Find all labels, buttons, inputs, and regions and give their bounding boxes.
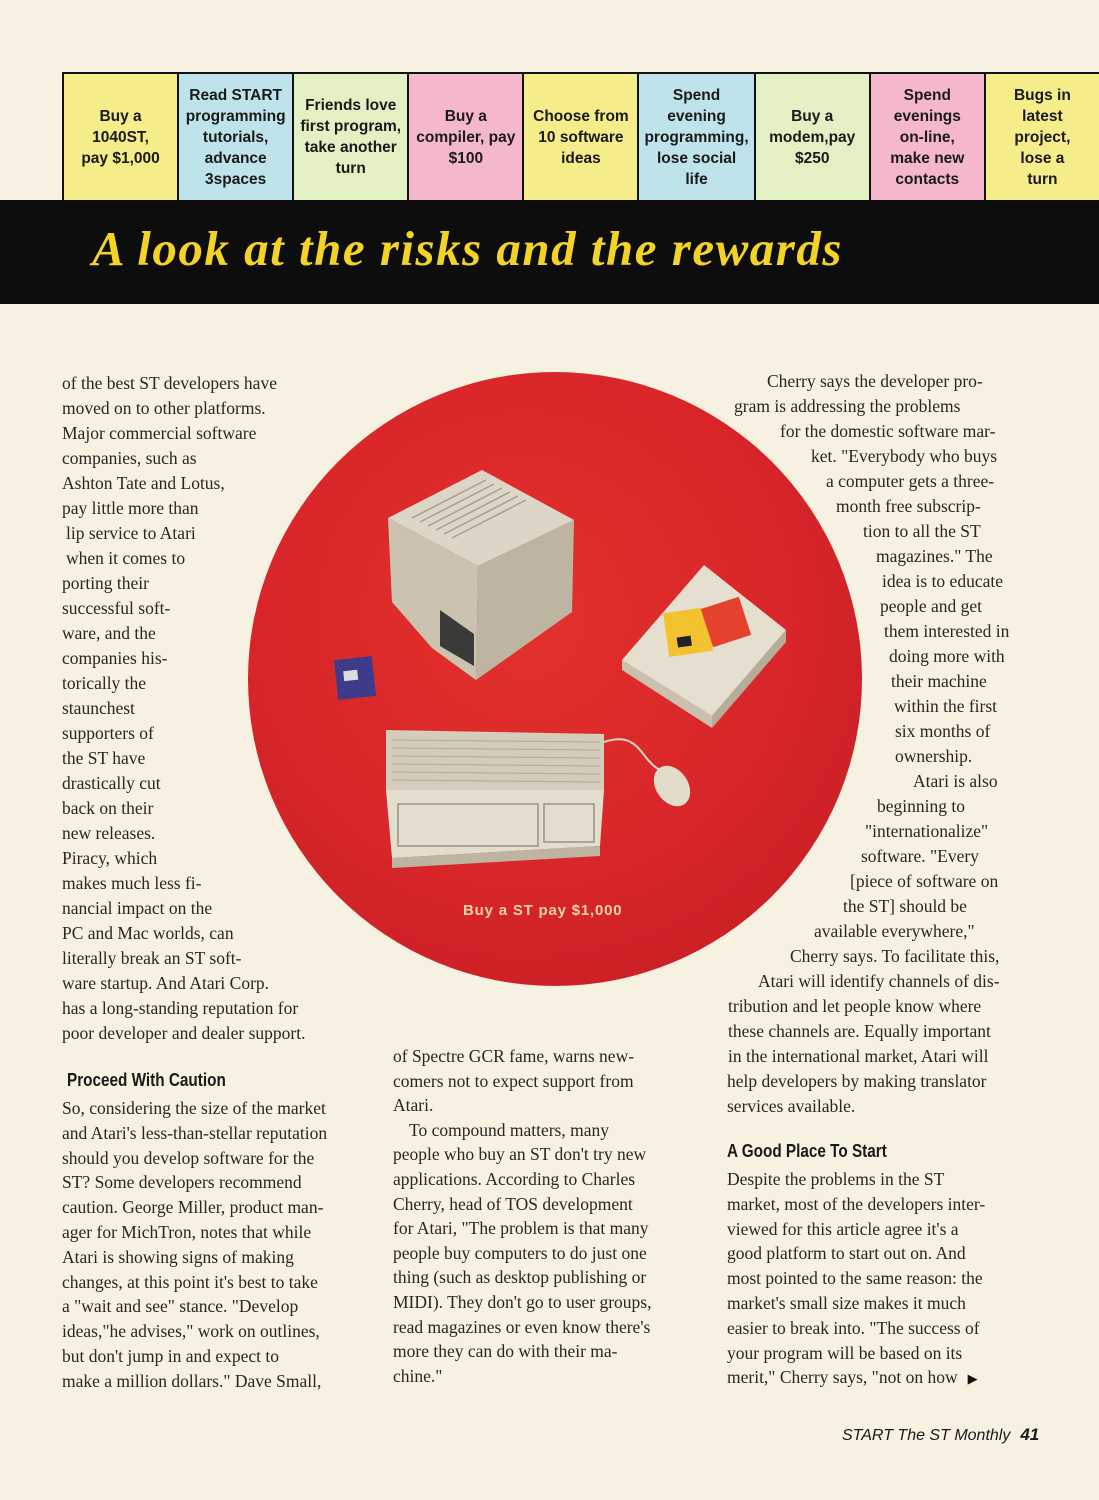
col3-text-line: people and get xyxy=(880,596,983,616)
col1-text-line: companies, such as xyxy=(62,448,197,468)
col1-text-line: companies his- xyxy=(62,648,168,668)
col3-text-line: good platform to start out on. And xyxy=(727,1243,966,1264)
monitor-image xyxy=(388,470,574,680)
col2-text-line: of Spectre GCR fame, warns new- xyxy=(393,1046,635,1066)
col3-text-line: these channels are. Equally important xyxy=(728,1021,991,1041)
col1-text-line: makes much less fi- xyxy=(62,873,202,893)
col3-text-line: for the domestic software mar- xyxy=(780,421,996,441)
col3-text-line: ownership. xyxy=(895,746,973,766)
col1-text-line: the ST have xyxy=(62,748,146,768)
col1-text-line: ager for MichTron, notes that while xyxy=(62,1222,312,1242)
col1-text-line: ST? Some developers recommend xyxy=(62,1172,302,1193)
col3-text-line: tribution and let people know where xyxy=(728,996,982,1016)
col1-text-line: So, considering the size of the market xyxy=(62,1098,326,1118)
col1-text-line: pay little more than xyxy=(62,498,199,518)
heading-proceed-with-caution: Proceed With Caution xyxy=(67,1070,226,1090)
col3-text-line: "internationalize" xyxy=(865,821,989,841)
col2-text-line: more they can do with their ma- xyxy=(393,1341,618,1362)
heading-good-place-to-start: A Good Place To Start xyxy=(727,1141,887,1161)
magazine-name: START The ST Monthly xyxy=(842,1427,1011,1444)
col3-text-line: six months of xyxy=(895,721,991,741)
col2-text-line: To compound matters, many xyxy=(409,1119,609,1140)
col2-text-line: people buy computers to do just one xyxy=(393,1242,647,1263)
col1-text-line: drastically cut xyxy=(62,773,161,793)
col3-text-line: ket. "Everybody who buys xyxy=(811,446,998,466)
col1-text-line: literally break an ST soft- xyxy=(62,948,242,968)
col1-text-line: PC and Mac worlds, can xyxy=(62,923,234,943)
col3-text-line: Atari is also xyxy=(913,771,998,791)
col3-text-line: services available. xyxy=(727,1096,856,1116)
col1-text-line: ware, and the xyxy=(62,623,156,643)
col1-text-line: new releases. xyxy=(62,823,156,843)
col1-text-line: supporters of xyxy=(62,723,154,743)
col1-text-line: lip service to Atari xyxy=(66,523,196,543)
col1-text-line: when it comes to xyxy=(66,548,186,568)
page-footer xyxy=(842,1425,1039,1445)
page-number: 41 xyxy=(1020,1425,1040,1444)
col1-text-line: changes, at this point it's best to take xyxy=(62,1271,318,1292)
col1-text-line: and Atari's less-than-stellar reputation xyxy=(62,1122,328,1143)
board-square-8: Spend evenings on-line, make new contacts xyxy=(871,74,986,200)
col2-text-line: MIDI). They don't go to user groups, xyxy=(393,1292,652,1312)
col1-text-line: should you develop software for the xyxy=(62,1147,315,1168)
col2-text-line: applications. According to Charles xyxy=(393,1169,636,1189)
col3-text-line: gram is addressing the problems xyxy=(734,396,961,416)
board-square-3: Friends love first program, take another turn xyxy=(294,74,409,200)
col1-text-line: Atari is showing signs of making xyxy=(62,1246,294,1267)
col2-text-line: thing (such as desktop publishing or xyxy=(393,1267,647,1288)
col3-text-line: a computer gets a three- xyxy=(826,471,995,491)
col3-text-line: within the first xyxy=(894,696,998,716)
col3-text-line: tion to all the ST xyxy=(863,521,981,541)
col3-text-line: [piece of software on xyxy=(850,871,999,891)
col3-text-line: easier to break into. "The success of xyxy=(727,1317,980,1338)
article-title: A look at the risks and the rewards xyxy=(92,221,843,276)
col2-text-line: read magazines or even know there's xyxy=(393,1316,651,1337)
board-square-2: Read START programming tutorials, advance 3spaces xyxy=(179,74,294,200)
col3-text-line: the ST] should be xyxy=(843,896,967,916)
col1-text-line: a "wait and see" stance. "Develop xyxy=(62,1296,299,1317)
col3-text-line: merit," Cherry says, "not on how ▶ xyxy=(727,1367,978,1388)
col3-text-line: your program will be based on its xyxy=(727,1342,963,1363)
col2-text-line: comers not to expect support from xyxy=(393,1070,634,1091)
col3-text-line: market, most of the developers inter- xyxy=(727,1193,986,1214)
col3-text-line: month free subscrip- xyxy=(836,496,981,516)
board-square-9: Bugs in latest project, lose a turn xyxy=(986,74,1099,200)
col1-text-line: Piracy, which xyxy=(62,848,158,868)
board-square-4: Buy a compiler, pay $100 xyxy=(409,74,524,200)
col3-text-line: Cherry says. To facilitate this, xyxy=(790,946,1000,966)
col3-text-line: them interested in xyxy=(884,621,1010,641)
board-square-5: Choose from 10 software ideas xyxy=(524,74,639,200)
board-square-1: Buy a 1040ST, pay $1,000 xyxy=(64,74,179,200)
col3-text-line: idea is to educate xyxy=(882,571,1003,591)
col1-text-line: moved on to other platforms. xyxy=(62,398,266,418)
col1-text-line: porting their xyxy=(62,573,149,593)
col3-text-line: magazines." The xyxy=(876,546,993,566)
col3-text-line: beginning to xyxy=(877,796,965,816)
col1-text-line: torically the xyxy=(62,673,147,693)
col2-text-line: Atari. xyxy=(393,1095,434,1116)
col1-text-line: staunchest xyxy=(62,698,135,718)
col1-text-line: successful soft- xyxy=(62,598,171,618)
col1-text-line: poor developer and dealer support. xyxy=(62,1023,306,1043)
col3-text-line: most pointed to the same reason: the xyxy=(727,1268,983,1289)
col3-text-line: Atari will identify channels of dis- xyxy=(758,971,1000,991)
photo-caption: Buy a ST pay $1,000 xyxy=(463,902,623,919)
col1-text-line: back on their xyxy=(62,798,154,818)
col1-text-line: Ashton Tate and Lotus, xyxy=(62,473,225,493)
col1-text-line: Major commercial software xyxy=(62,423,257,443)
col1-text-line: ideas,"he advises," work on outlines, xyxy=(62,1321,320,1342)
col2-text-line: chine." xyxy=(393,1365,443,1386)
board-square-7: Buy a modem,pay $250 xyxy=(756,74,871,200)
col1-text-line: caution. George Miller, product man- xyxy=(62,1197,324,1218)
col3-text-line: help developers by making translator xyxy=(727,1071,987,1091)
col2-text-line: Cherry, head of TOS development xyxy=(393,1193,633,1214)
col3-text-line: available everywhere," xyxy=(814,921,975,941)
atari-st-computer-image xyxy=(386,730,604,868)
continue-arrow-icon: ▶ xyxy=(967,1371,978,1387)
col3-text-line: doing more with xyxy=(889,646,1005,666)
col1-text-line: but don't jump in and expect to xyxy=(62,1346,280,1366)
col2-text-line: for Atari, "The problem is that many xyxy=(393,1218,649,1239)
col1-text-line: has a long-standing reputation for xyxy=(62,998,299,1018)
col3-text-line: Cherry says the developer pro- xyxy=(767,371,983,391)
col3-text-line: their machine xyxy=(891,671,987,691)
col3-text-line: in the international market, Atari will xyxy=(728,1046,989,1066)
col1-text-line: make a million dollars." Dave Small, xyxy=(62,1370,322,1391)
col3-text-line: market's small size makes it much xyxy=(727,1293,966,1313)
col1-text-line: nancial impact on the xyxy=(62,898,213,918)
col3-text-line: software. "Every xyxy=(861,846,979,866)
board-square-6: Spend evening programming, lose social life xyxy=(639,74,755,200)
col2-text-line: people who buy an ST don't try new xyxy=(393,1144,647,1165)
col3-text-line: viewed for this article agree it's a xyxy=(727,1218,959,1239)
col1-text-line: ware startup. And Atari Corp. xyxy=(62,973,270,993)
col3-text-line: Despite the problems in the ST xyxy=(727,1169,945,1189)
col1-text-line: of the best ST developers have xyxy=(62,373,277,393)
